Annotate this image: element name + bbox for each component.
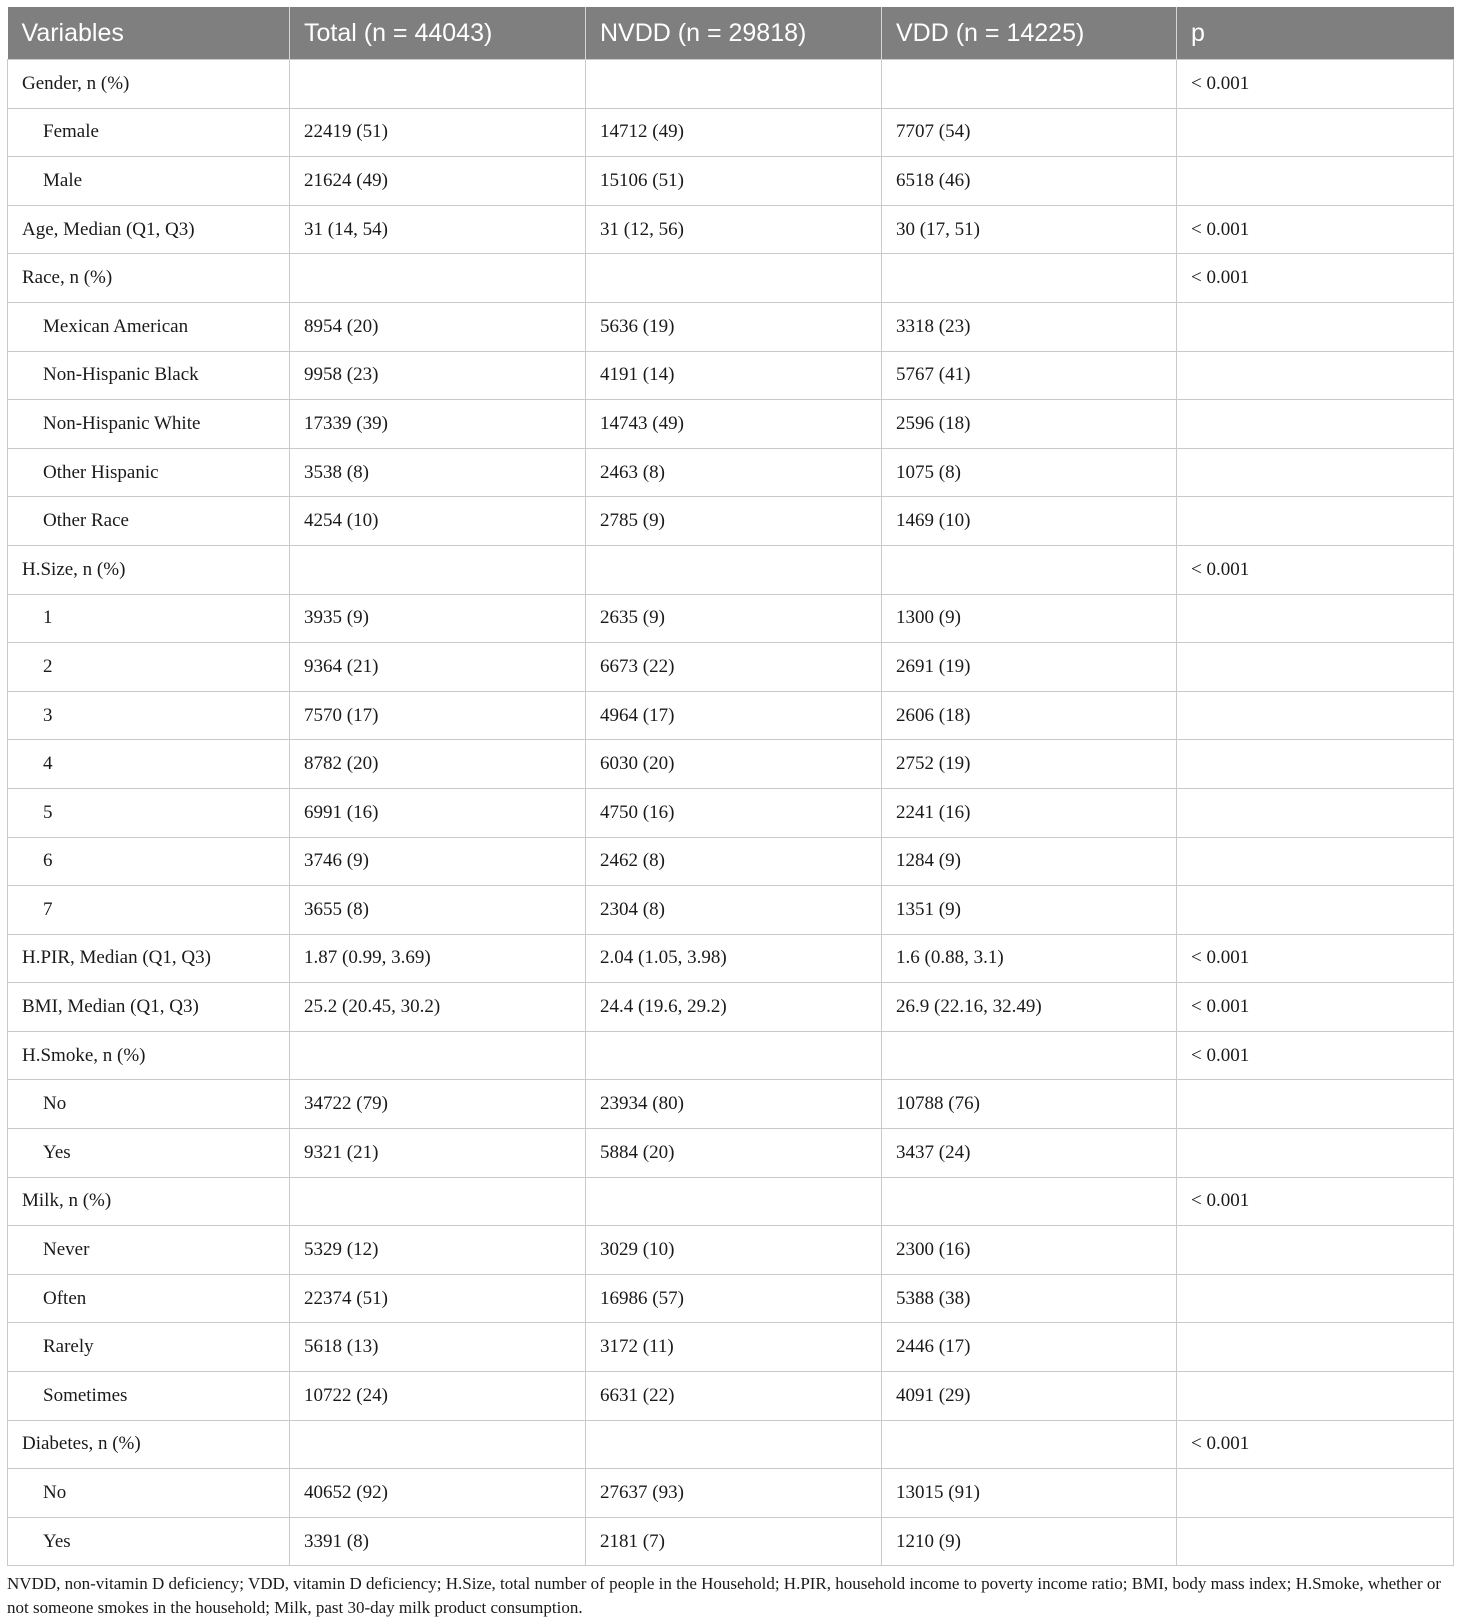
vdd-cell: 2241 (16)	[882, 788, 1177, 837]
nvdd-cell: 3172 (11)	[586, 1323, 882, 1372]
p-value-cell	[1177, 157, 1454, 206]
p-value-cell	[1177, 1129, 1454, 1178]
nvdd-cell: 2181 (7)	[586, 1517, 882, 1566]
vdd-cell	[882, 545, 1177, 594]
p-value-cell: < 0.001	[1177, 60, 1454, 109]
table-row	[8, 108, 1454, 157]
p-value-cell	[1177, 594, 1454, 643]
vdd-cell: 30 (17, 51)	[882, 205, 1177, 254]
variable-cell: H.Smoke, n (%)	[8, 1031, 290, 1080]
table-row	[8, 643, 1454, 692]
table-row	[8, 1323, 1454, 1372]
vdd-cell: 1284 (9)	[882, 837, 1177, 886]
total-cell: 25.2 (20.45, 30.2)	[290, 983, 586, 1032]
table-footnote: NVDD, non-vitamin D deficiency; VDD, vitamin D deficiency; H.Size, total number of people in the Household; H.PIR, household income to poverty income ratio; BMI, body mass index; H.Smoke, whether or not someone smokes in the household; Milk, past 30-day milk product consumption.	[7, 1574, 1442, 1618]
variable-cell: 4	[8, 740, 290, 789]
variable-cell: 6	[8, 837, 290, 886]
p-value-cell: < 0.001	[1177, 1420, 1454, 1469]
table-row	[8, 60, 1454, 109]
p-value-cell	[1177, 740, 1454, 789]
total-cell: 1.87 (0.99, 3.69)	[290, 934, 586, 983]
vdd-cell: 5767 (41)	[882, 351, 1177, 400]
total-cell: 5618 (13)	[290, 1323, 586, 1372]
table-row	[8, 837, 1454, 886]
variable-cell: Mexican American	[8, 302, 290, 351]
total-cell: 3538 (8)	[290, 448, 586, 497]
nvdd-cell: 2.04 (1.05, 3.98)	[586, 934, 882, 983]
table-row	[8, 1031, 1454, 1080]
table-body	[8, 60, 1454, 1566]
total-cell: 3746 (9)	[290, 837, 586, 886]
header-row	[8, 7, 1454, 60]
p-value-cell: < 0.001	[1177, 934, 1454, 983]
nvdd-cell: 15106 (51)	[586, 157, 882, 206]
vdd-cell: 3437 (24)	[882, 1129, 1177, 1178]
vdd-cell: 5388 (38)	[882, 1274, 1177, 1323]
total-cell: 31 (14, 54)	[290, 205, 586, 254]
table-row	[8, 545, 1454, 594]
vdd-cell: 6518 (46)	[882, 157, 1177, 206]
vdd-cell: 7707 (54)	[882, 108, 1177, 157]
nvdd-cell: 14743 (49)	[586, 400, 882, 449]
vdd-cell	[882, 60, 1177, 109]
variable-cell: No	[8, 1080, 290, 1129]
total-cell: 9321 (21)	[290, 1129, 586, 1178]
table-row	[8, 983, 1454, 1032]
nvdd-cell: 6030 (20)	[586, 740, 882, 789]
nvdd-cell: 14712 (49)	[586, 108, 882, 157]
header-total: Total (n = 44043)	[290, 7, 586, 60]
table-row	[8, 1129, 1454, 1178]
variable-cell: 1	[8, 594, 290, 643]
p-value-cell	[1177, 1469, 1454, 1518]
nvdd-cell: 2463 (8)	[586, 448, 882, 497]
table-row	[8, 740, 1454, 789]
table-row	[8, 691, 1454, 740]
nvdd-cell	[586, 1420, 882, 1469]
total-cell: 22374 (51)	[290, 1274, 586, 1323]
table-container	[7, 7, 1453, 1620]
vdd-cell: 2300 (16)	[882, 1226, 1177, 1275]
variable-cell: H.PIR, Median (Q1, Q3)	[8, 934, 290, 983]
table-row	[8, 1469, 1454, 1518]
total-cell: 9364 (21)	[290, 643, 586, 692]
vdd-cell: 2446 (17)	[882, 1323, 1177, 1372]
p-value-cell	[1177, 691, 1454, 740]
vdd-cell: 1300 (9)	[882, 594, 1177, 643]
variable-cell: Race, n (%)	[8, 254, 290, 303]
nvdd-cell: 6631 (22)	[586, 1372, 882, 1421]
variable-cell: BMI, Median (Q1, Q3)	[8, 983, 290, 1032]
nvdd-cell: 2635 (9)	[586, 594, 882, 643]
total-cell	[290, 1031, 586, 1080]
table-row	[8, 1517, 1454, 1566]
variable-cell: Other Hispanic	[8, 448, 290, 497]
vdd-cell	[882, 1177, 1177, 1226]
nvdd-cell: 5636 (19)	[586, 302, 882, 351]
total-cell: 21624 (49)	[290, 157, 586, 206]
table-row	[8, 1177, 1454, 1226]
p-value-cell	[1177, 788, 1454, 837]
p-value-cell: < 0.001	[1177, 205, 1454, 254]
total-cell	[290, 1420, 586, 1469]
table-row	[8, 594, 1454, 643]
table-header	[8, 7, 1454, 60]
p-value-cell	[1177, 886, 1454, 935]
table-row	[8, 302, 1454, 351]
nvdd-cell: 4750 (16)	[586, 788, 882, 837]
total-cell: 8782 (20)	[290, 740, 586, 789]
p-value-cell	[1177, 497, 1454, 546]
vdd-cell: 26.9 (22.16, 32.49)	[882, 983, 1177, 1032]
table-row	[8, 886, 1454, 935]
variable-cell: Yes	[8, 1517, 290, 1566]
total-cell	[290, 1177, 586, 1226]
vdd-cell: 1351 (9)	[882, 886, 1177, 935]
header-variables: Variables	[8, 7, 290, 60]
nvdd-cell: 2785 (9)	[586, 497, 882, 546]
table-row	[8, 934, 1454, 983]
vdd-cell: 1.6 (0.88, 3.1)	[882, 934, 1177, 983]
header-nvdd: NVDD (n = 29818)	[586, 7, 882, 60]
total-cell: 7570 (17)	[290, 691, 586, 740]
variable-cell: 5	[8, 788, 290, 837]
p-value-cell	[1177, 302, 1454, 351]
total-cell: 3391 (8)	[290, 1517, 586, 1566]
nvdd-cell: 6673 (22)	[586, 643, 882, 692]
nvdd-cell: 2462 (8)	[586, 837, 882, 886]
table-row	[8, 1372, 1454, 1421]
p-value-cell: < 0.001	[1177, 1031, 1454, 1080]
total-cell: 5329 (12)	[290, 1226, 586, 1275]
p-value-cell: < 0.001	[1177, 1177, 1454, 1226]
table-row	[8, 205, 1454, 254]
variable-cell: Never	[8, 1226, 290, 1275]
nvdd-cell: 5884 (20)	[586, 1129, 882, 1178]
nvdd-cell: 3029 (10)	[586, 1226, 882, 1275]
p-value-cell	[1177, 351, 1454, 400]
table-row	[8, 254, 1454, 303]
nvdd-cell	[586, 545, 882, 594]
table-row	[8, 351, 1454, 400]
table-row	[8, 400, 1454, 449]
variable-cell: Age, Median (Q1, Q3)	[8, 205, 290, 254]
p-value-cell	[1177, 1274, 1454, 1323]
total-cell: 3935 (9)	[290, 594, 586, 643]
variable-cell: Diabetes, n (%)	[8, 1420, 290, 1469]
p-value-cell	[1177, 1080, 1454, 1129]
nvdd-cell: 4191 (14)	[586, 351, 882, 400]
vdd-cell: 2752 (19)	[882, 740, 1177, 789]
p-value-cell	[1177, 448, 1454, 497]
variable-cell: Yes	[8, 1129, 290, 1178]
variable-cell: Sometimes	[8, 1372, 290, 1421]
vdd-cell	[882, 254, 1177, 303]
table-row	[8, 1080, 1454, 1129]
vdd-cell: 3318 (23)	[882, 302, 1177, 351]
nvdd-cell	[586, 254, 882, 303]
nvdd-cell	[586, 1177, 882, 1226]
total-cell: 8954 (20)	[290, 302, 586, 351]
header-p: p	[1177, 7, 1454, 60]
vdd-cell	[882, 1031, 1177, 1080]
total-cell: 4254 (10)	[290, 497, 586, 546]
p-value-cell	[1177, 1323, 1454, 1372]
total-cell: 9958 (23)	[290, 351, 586, 400]
total-cell: 3655 (8)	[290, 886, 586, 935]
vdd-cell: 10788 (76)	[882, 1080, 1177, 1129]
variable-cell: Non-Hispanic White	[8, 400, 290, 449]
p-value-cell	[1177, 1517, 1454, 1566]
nvdd-cell: 31 (12, 56)	[586, 205, 882, 254]
vdd-cell: 2691 (19)	[882, 643, 1177, 692]
table-row	[8, 1420, 1454, 1469]
p-value-cell	[1177, 1226, 1454, 1275]
p-value-cell: < 0.001	[1177, 983, 1454, 1032]
vdd-cell: 13015 (91)	[882, 1469, 1177, 1518]
nvdd-cell: 27637 (93)	[586, 1469, 882, 1518]
total-cell	[290, 545, 586, 594]
variable-cell: 3	[8, 691, 290, 740]
p-value-cell: < 0.001	[1177, 545, 1454, 594]
nvdd-cell: 24.4 (19.6, 29.2)	[586, 983, 882, 1032]
total-cell	[290, 254, 586, 303]
total-cell: 17339 (39)	[290, 400, 586, 449]
table-row	[8, 1274, 1454, 1323]
p-value-cell: < 0.001	[1177, 254, 1454, 303]
p-value-cell	[1177, 400, 1454, 449]
variable-cell: 2	[8, 643, 290, 692]
variable-cell: Milk, n (%)	[8, 1177, 290, 1226]
header-vdd: VDD (n = 14225)	[882, 7, 1177, 60]
vdd-cell: 1469 (10)	[882, 497, 1177, 546]
nvdd-cell	[586, 1031, 882, 1080]
nvdd-cell: 4964 (17)	[586, 691, 882, 740]
vdd-cell	[882, 1420, 1177, 1469]
vdd-cell: 4091 (29)	[882, 1372, 1177, 1421]
variable-cell: Male	[8, 157, 290, 206]
total-cell: 10722 (24)	[290, 1372, 586, 1421]
nvdd-cell	[586, 60, 882, 109]
nvdd-cell: 16986 (57)	[586, 1274, 882, 1323]
p-value-cell	[1177, 643, 1454, 692]
variable-cell: Other Race	[8, 497, 290, 546]
table-row	[8, 1226, 1454, 1275]
variable-cell: No	[8, 1469, 290, 1518]
p-value-cell	[1177, 108, 1454, 157]
total-cell: 22419 (51)	[290, 108, 586, 157]
variable-cell: Gender, n (%)	[8, 60, 290, 109]
baseline-characteristics-table	[7, 7, 1454, 1566]
variable-cell: 7	[8, 886, 290, 935]
vdd-cell: 2606 (18)	[882, 691, 1177, 740]
total-cell: 6991 (16)	[290, 788, 586, 837]
variable-cell: Often	[8, 1274, 290, 1323]
p-value-cell	[1177, 1372, 1454, 1421]
vdd-cell: 1210 (9)	[882, 1517, 1177, 1566]
table-row	[8, 157, 1454, 206]
table-row	[8, 497, 1454, 546]
total-cell: 34722 (79)	[290, 1080, 586, 1129]
table-row	[8, 788, 1454, 837]
vdd-cell: 1075 (8)	[882, 448, 1177, 497]
vdd-cell: 2596 (18)	[882, 400, 1177, 449]
nvdd-cell: 2304 (8)	[586, 886, 882, 935]
variable-cell: Non-Hispanic Black	[8, 351, 290, 400]
table-row	[8, 448, 1454, 497]
nvdd-cell: 23934 (80)	[586, 1080, 882, 1129]
variable-cell: Female	[8, 108, 290, 157]
variable-cell: Rarely	[8, 1323, 290, 1372]
total-cell	[290, 60, 586, 109]
variable-cell: H.Size, n (%)	[8, 545, 290, 594]
p-value-cell	[1177, 837, 1454, 886]
total-cell: 40652 (92)	[290, 1469, 586, 1518]
